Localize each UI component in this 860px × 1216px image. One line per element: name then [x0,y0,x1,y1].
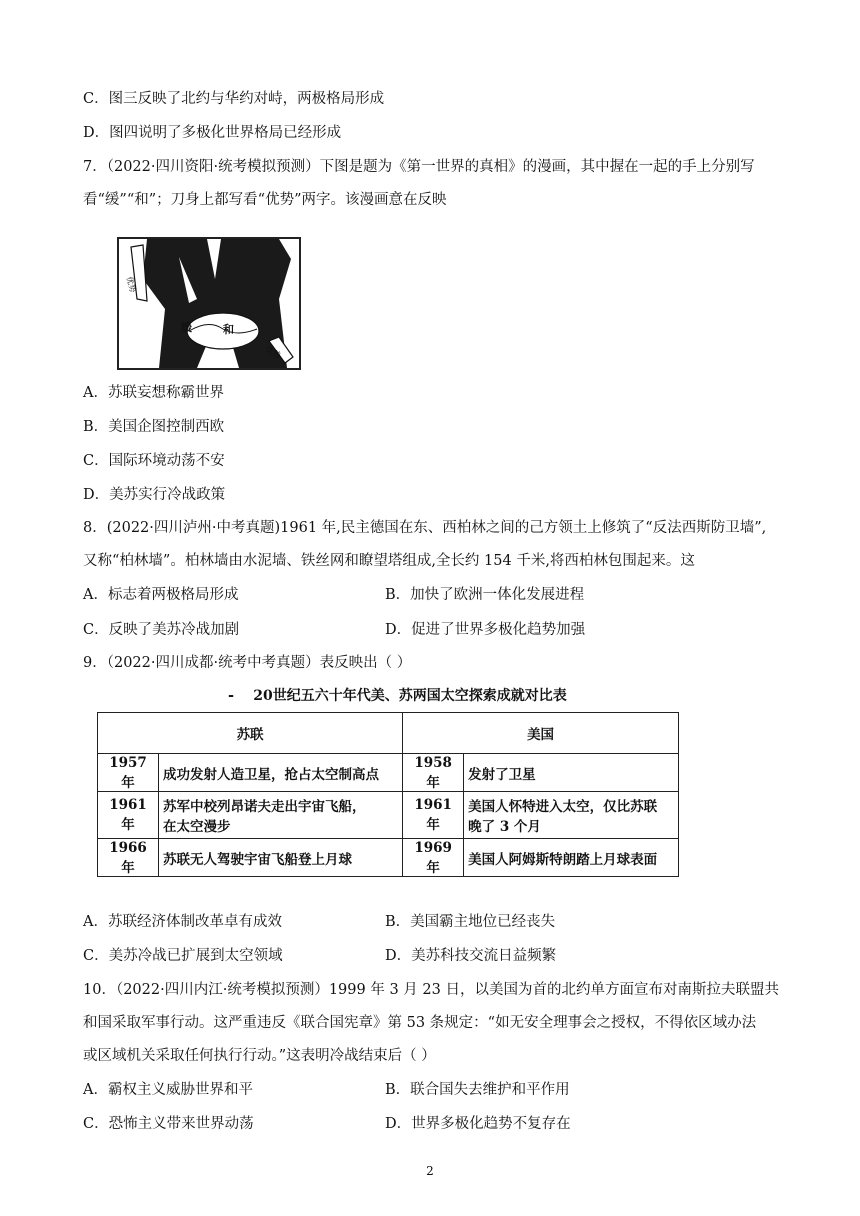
usa-year: 1958 年 [403,754,464,792]
q9-option-b: B．美国霸主地位已经丧失 [385,914,556,930]
q7-cartoon [117,237,301,370]
table-mark: - [228,687,235,704]
q8-option-b: B．加快了欧洲一体化发展进程 [385,587,585,603]
q10-option-c: C．恐怖主义带来世界动荡 [83,1116,254,1132]
q8-stem-line-1: 8．(2022·四川泸州·中考真题)1961 年,民主德国在东、西柏林之间的己方领土上修筑了“反法西斯防卫墙”, [83,520,767,536]
q7-option-a: A．苏联妄想称霸世界 [83,385,224,401]
q8-option-a: A．标志着两极格局形成 [83,587,239,603]
q9-option-a: A．苏联经济体制改革卓有成效 [83,914,282,930]
knife-label-right: 优势 [263,344,283,361]
q7-option-d: D．美苏实行冷战政策 [83,487,226,503]
usa-event-line-2: 晚了 3 个月 [468,819,541,835]
page-number: 2 [426,1164,434,1178]
usa-year: 1961 年 [403,792,464,839]
q9-option-d: D．美苏科技交流日益频繁 [385,948,557,964]
usa-event: 美国人阿姆斯特朗踏上月球表面 [464,839,679,877]
ussr-year: 1966 年 [98,839,159,877]
q9-table-title: 20世纪五六十年代美、苏两国太空探索成就对比表 [253,688,567,704]
header-usa: 美国 [403,713,679,754]
usa-event-line-1: 美国人怀特进入太空，仅比苏联 [468,799,658,815]
q8-option-d: D．促进了世界多极化趋势加强 [385,622,586,638]
space-race-table [97,712,679,877]
ussr-year: 1961 年 [98,792,159,839]
q8-stem-line-2: 又称“柏林墙”。柏林墙由水泥墙、铁丝网和瞭望塔组成,全长约 154 千米,将西柏林包围起来。这 [83,553,695,569]
ussr-event-line-1: 苏军中校列昂诺夫走出宇宙飞船， [163,799,366,815]
ussr-event-line-2: 在太空漫步 [163,819,231,835]
usa-event: 发射了卫星 [464,754,679,792]
q9-stem: 9．（2022·四川成都·统考中考真题）表反映出（ ） [83,655,412,671]
knife-label-left: 优势 [124,275,138,294]
table-row [98,792,679,839]
usa-event [464,792,679,839]
hand-label-he: 和 [223,323,234,336]
header-ussr: 苏联 [98,713,403,754]
q10-option-d: D．世界多极化趋势不复存在 [385,1116,571,1132]
q10-stem-line-3: 或区域机关采取任何执行行动。”这表明冷战结束后（ ） [83,1048,436,1064]
q7-option-b: B．美国企图控制西欧 [83,419,225,435]
q9-option-c: C．美苏冷战已扩展到太空领域 [83,948,283,964]
q6-option-c: C．图三反映了北约与华约对峙，两极格局形成 [83,91,385,107]
q6-option-d: D．图四说明了多极化世界格局已经形成 [83,125,342,141]
q7-stem-line-1: 7．（2022·四川资阳·统考模拟预测）下图是题为《第一世界的真相》的漫画，其中握在一起的手上分别写 [83,159,755,175]
q7-option-c: C．国际环境动荡不安 [83,453,225,469]
q10-stem-line-1: 10．（2022·四川内江·统考模拟预测）1999 年 3 月 23 日，以美国为首的北约单方面宣布对南斯拉夫联盟共 [83,982,779,998]
q10-option-b: B．联合国失去维护和平作用 [385,1082,570,1098]
table-row [98,839,679,877]
q8-option-c: C．反映了美苏冷战加剧 [83,622,240,638]
ussr-event: 成功发射人造卫星，抢占太空制高点 [159,754,403,792]
ussr-year: 1957 年 [98,754,159,792]
hand-label-huan: 缓 [181,321,192,334]
ussr-event [159,792,403,839]
table-header-row [98,713,679,754]
q7-stem-line-2: 看“缓”“和”；刀身上都写看“优势”两字。该漫画意在反映 [83,192,447,208]
q10-option-a: A．霸权主义威胁世界和平 [83,1082,253,1098]
usa-year: 1969 年 [403,839,464,877]
ussr-event: 苏联无人驾驶宇宙飞船登上月球 [159,839,403,877]
q10-stem-line-2: 和国采取军事行动。这严重违反《联合国宪章》第 53 条规定：“如无安全理事会之授权，不得依区域办法 [83,1015,757,1031]
table-row [98,754,679,792]
